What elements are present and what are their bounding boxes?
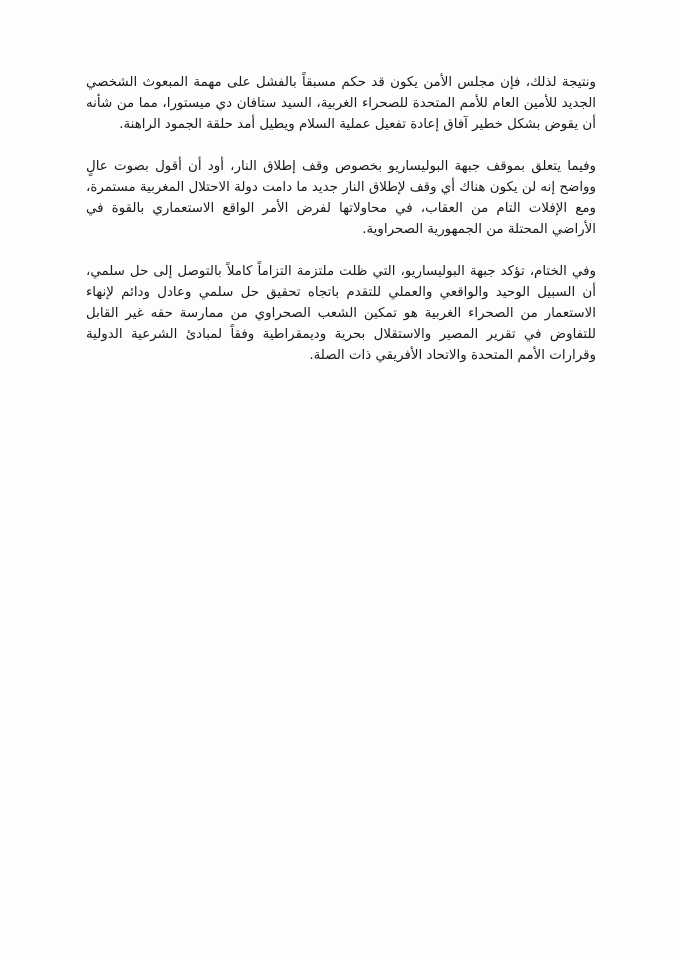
paragraph-ceasefire-position: وفيما يتعلق بموقف جبهة البوليساريو بخصوص وقف إطلاق النار، أود أن أقول بصوت عالٍ وواضح إنه لن يكون هناك أي وقف لإطلاق النار جديد ما دامت دولة الاحتلال المغربية مستمرة، ومع الإفلات التام من العقاب، في محاولاتها لفرض الأمر الواقع الاستعماري بالقوة في الأراضي المحتلة من الجمهورية الصحراوية. [86, 159, 596, 237]
paragraph-conclusion-security-council: ونتيجة لذلك، فإن مجلس الأمن يكون قد حكم مسبقاً بالفشل على مهمة المبعوث الشخصي الجديد للأمين العام للأمم المتحدة للصحراء الغربية، السيد ستافان دي ميستورا، مما من شأنه أن يقوض بشكل خطير آفاق إعادة تفعيل عملية السلام ويطيل أمد حلقة الجمود الراهنة. [86, 75, 596, 132]
document-body [86, 72, 596, 387]
paragraph-closing-statement: وفي الختام، تؤكد جبهة البوليساريو، التي ظلت ملتزمة التزاماً كاملاً بالتوصل إلى حل سلمي، أن السبيل الوحيد والواقعي والعملي للتقدم باتجاه تحقيق حل سلمي وعادل ودائم لإنهاء الاستعمار من الصحراء الغربية هو تمكين الشعب الصحراوي من ممارسة حقه غير القابل للتفاوض في تقرير المصير والاستقلال بحرية وديمقراطية وفقاً لمبادئ الشرعية الدولية وقرارات الأمم المتحدة والاتحاد الأفريقي ذات الصلة. [86, 264, 596, 363]
